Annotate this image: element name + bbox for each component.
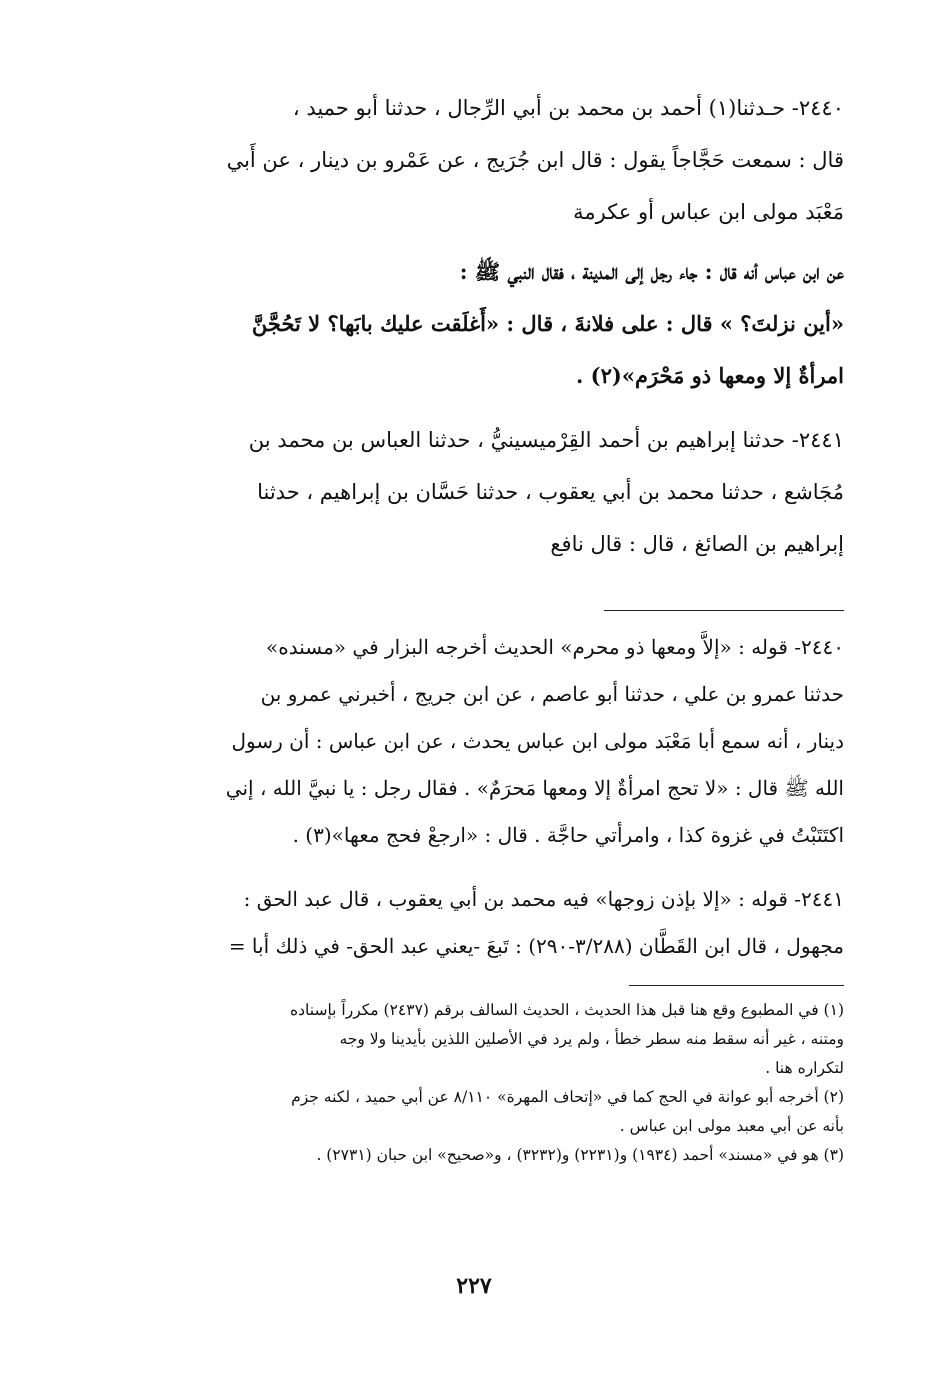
commentary-2441: ٢٤٤١- قوله : «إلا بإذن زوجها» فيه محمد بن أبي يعقوب ، قال عبد الحق : مجهول ، قال ابن القَطَّان (٣/٢٨٨-٢٩٠) : تَبعَ -يعني عبد الحق- في ذلك أبا =	[228, 887, 844, 958]
footnote-1: (١) في المطبوع وقع هنا قبل هذا الحديث ، الحديث السالف برقم (٢٤٣٧) مكرراً بإسناده ومتنه ، غير أنه سقط منه سطر خطأ ، ولم يرد في الأصلين اللذين بأيدينا ولا وجه لتكراره هنا .	[290, 1001, 844, 1077]
footnote-3: (٣) هو في «مسند» أحمد (١٩٣٤) و(٢٢٣١) و(٣٢٣٢) ، و«صحيح» ابن حبان (٢٧٣١) .	[316, 1146, 844, 1164]
commentary-2440: ٢٤٤٠- قوله : «إلاَّ ومعها ذو محرم» الحديث أخرجه البزار في «مسنده» حدثنا عمرو بن علي ، حدثنا أبو عاصم ، عن ابن جريج ، أخبرني عمرو بن دينار ، أنه سمع أبا مَعْبَد مولى ابن عباس يحدث ، عن ابن عباس : أن رسول الله ﷺ قال : «لا تحج امرأةٌ إلا ومعها مَحرَمٌ» . فقال رجل : يا نبيَّ الله ، إني اكتَتَبْتُ في غزوة كذا ، وامرأتي حاجَّة . قال : «ارجعْ فحج معها»(٣) .	[225, 635, 844, 847]
hadith-2440-isnad: ٢٤٤٠- حـدثنا(١) أحمد بن محمد بن أبي الرِّجال ، حدثنا أبو حميد ، قال : سمعت حَجَّاجاً يقول : قال ابن جُرَيج ، عن عَمْرو بن دينار ، عن أَبي مَعْبَد مولى ابن عباس أو عكرمة	[226, 96, 844, 224]
commentary-separator	[604, 610, 844, 611]
footnote-2: (٢) أخرجه أبو عوانة في الحج كما في «إتحاف المهرة» ٨/١١٠ عن أبي حميد ، لكنه جزم بأنه عن أبي معبد مولى ابن عباس .	[291, 1088, 844, 1135]
hadith-2441-isnad: ٢٤٤١- حدثنا إبراهيم بن أحمد القِرْميسينيُّ ، حدثنا العباس بن محمد بن مُجَاشع ، حدثنا محمد بن أبي يعقوب ، حدثنا حَسَّان بن إبراهيم ، حدثنا إبراهيم بن الصائغ ، قال : قال نافع	[248, 428, 844, 556]
hadith-2440-matn: عن ابن عباس أنه قال : جاء رجل إلى المدينة ، فقال النبي ﷺ : «أين نزلتَ؟ » قال : على فلانةَ ، قال : «أَغلَقت عليك بابَها؟ لا تَحُجَّنَّ امرأةٌ إلا ومعها ذو مَحْرَم»(٢) .	[251, 259, 844, 388]
page-number: ٢٢٧	[456, 1273, 492, 1299]
footnote-separator	[629, 985, 844, 986]
